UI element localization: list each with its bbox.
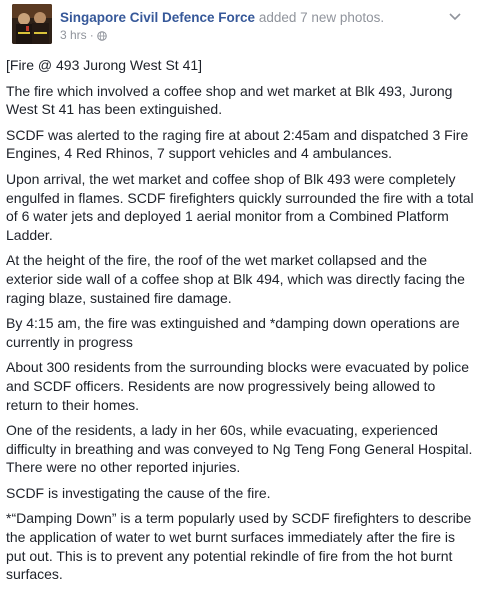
post-paragraph: The fire which involved a coffee shop and wet market at Blk 493, Jurong West St 41 has been extinguished. [6, 82, 453, 118]
post-paragraph: SCDF was alerted to the raging fire at about 2:45am and dispatched 3 Fire Engines, 4 Red Rhinos, 7 support vehicles and 4 ambulances. [6, 126, 469, 162]
post-paragraph: By 4:15 am, the fire was extinguished and *damping down operations are currently in progress [6, 315, 460, 350]
post-title-line [60, 9, 444, 26]
post-paragraph: SCDF is investigating the cause of the fire. [6, 484, 271, 501]
post-paragraph: *“Damping Down” is a term popularly used by SCDF firefighters to describe the application of water to wet burnt surfaces immediately after the fire is put out. This is to prevent any potential rekindle of fire from the hot burnt surfaces. [6, 510, 472, 583]
post-paragraph: One of the residents, a lady in her 60s, while evacuating, experienced difficulty in breathing and was conveyed to Ng Teng Fong General Hospital. There were no other reported injuries. [6, 422, 473, 476]
post-paragraph: At the height of the fire, the roof of the wet market collapsed and the exterior side wall of a coffee shop at Blk 494, which was directly facing the raging blaze, sustained fire damage. [6, 252, 465, 306]
post-timestamp[interactable]: 3 hrs [60, 28, 87, 42]
post-body [6, 56, 474, 584]
post-action-text: added 7 new photos. [258, 10, 385, 25]
post-header [6, 0, 474, 56]
post-subline [60, 28, 444, 43]
post-paragraph: [Fire @ 493 Jurong West St 41] [6, 57, 203, 73]
page-avatar[interactable] [12, 4, 52, 44]
post-paragraph: Upon arrival, the wet market and coffee shop of Blk 493 were completely engulfed in flames. SCDF firefighters quickly surrounded the fire with a total of 6 water jets and deployed 1 aerial monitor from a Combined Platform Ladder. [6, 170, 474, 243]
globe-icon[interactable] [97, 31, 107, 41]
post-meta [60, 9, 444, 43]
firefighters-avatar-icon [12, 4, 52, 44]
page-name-link[interactable]: Singapore Civil Defence Force [60, 10, 256, 25]
separator-dot: · [89, 28, 94, 42]
chevron-down-icon[interactable] [448, 12, 462, 22]
post-paragraph: About 300 residents from the surrounding blocks were evacuated by police and SCDF officers. Residents are now progressively being allowed to return to their homes. [6, 359, 470, 413]
